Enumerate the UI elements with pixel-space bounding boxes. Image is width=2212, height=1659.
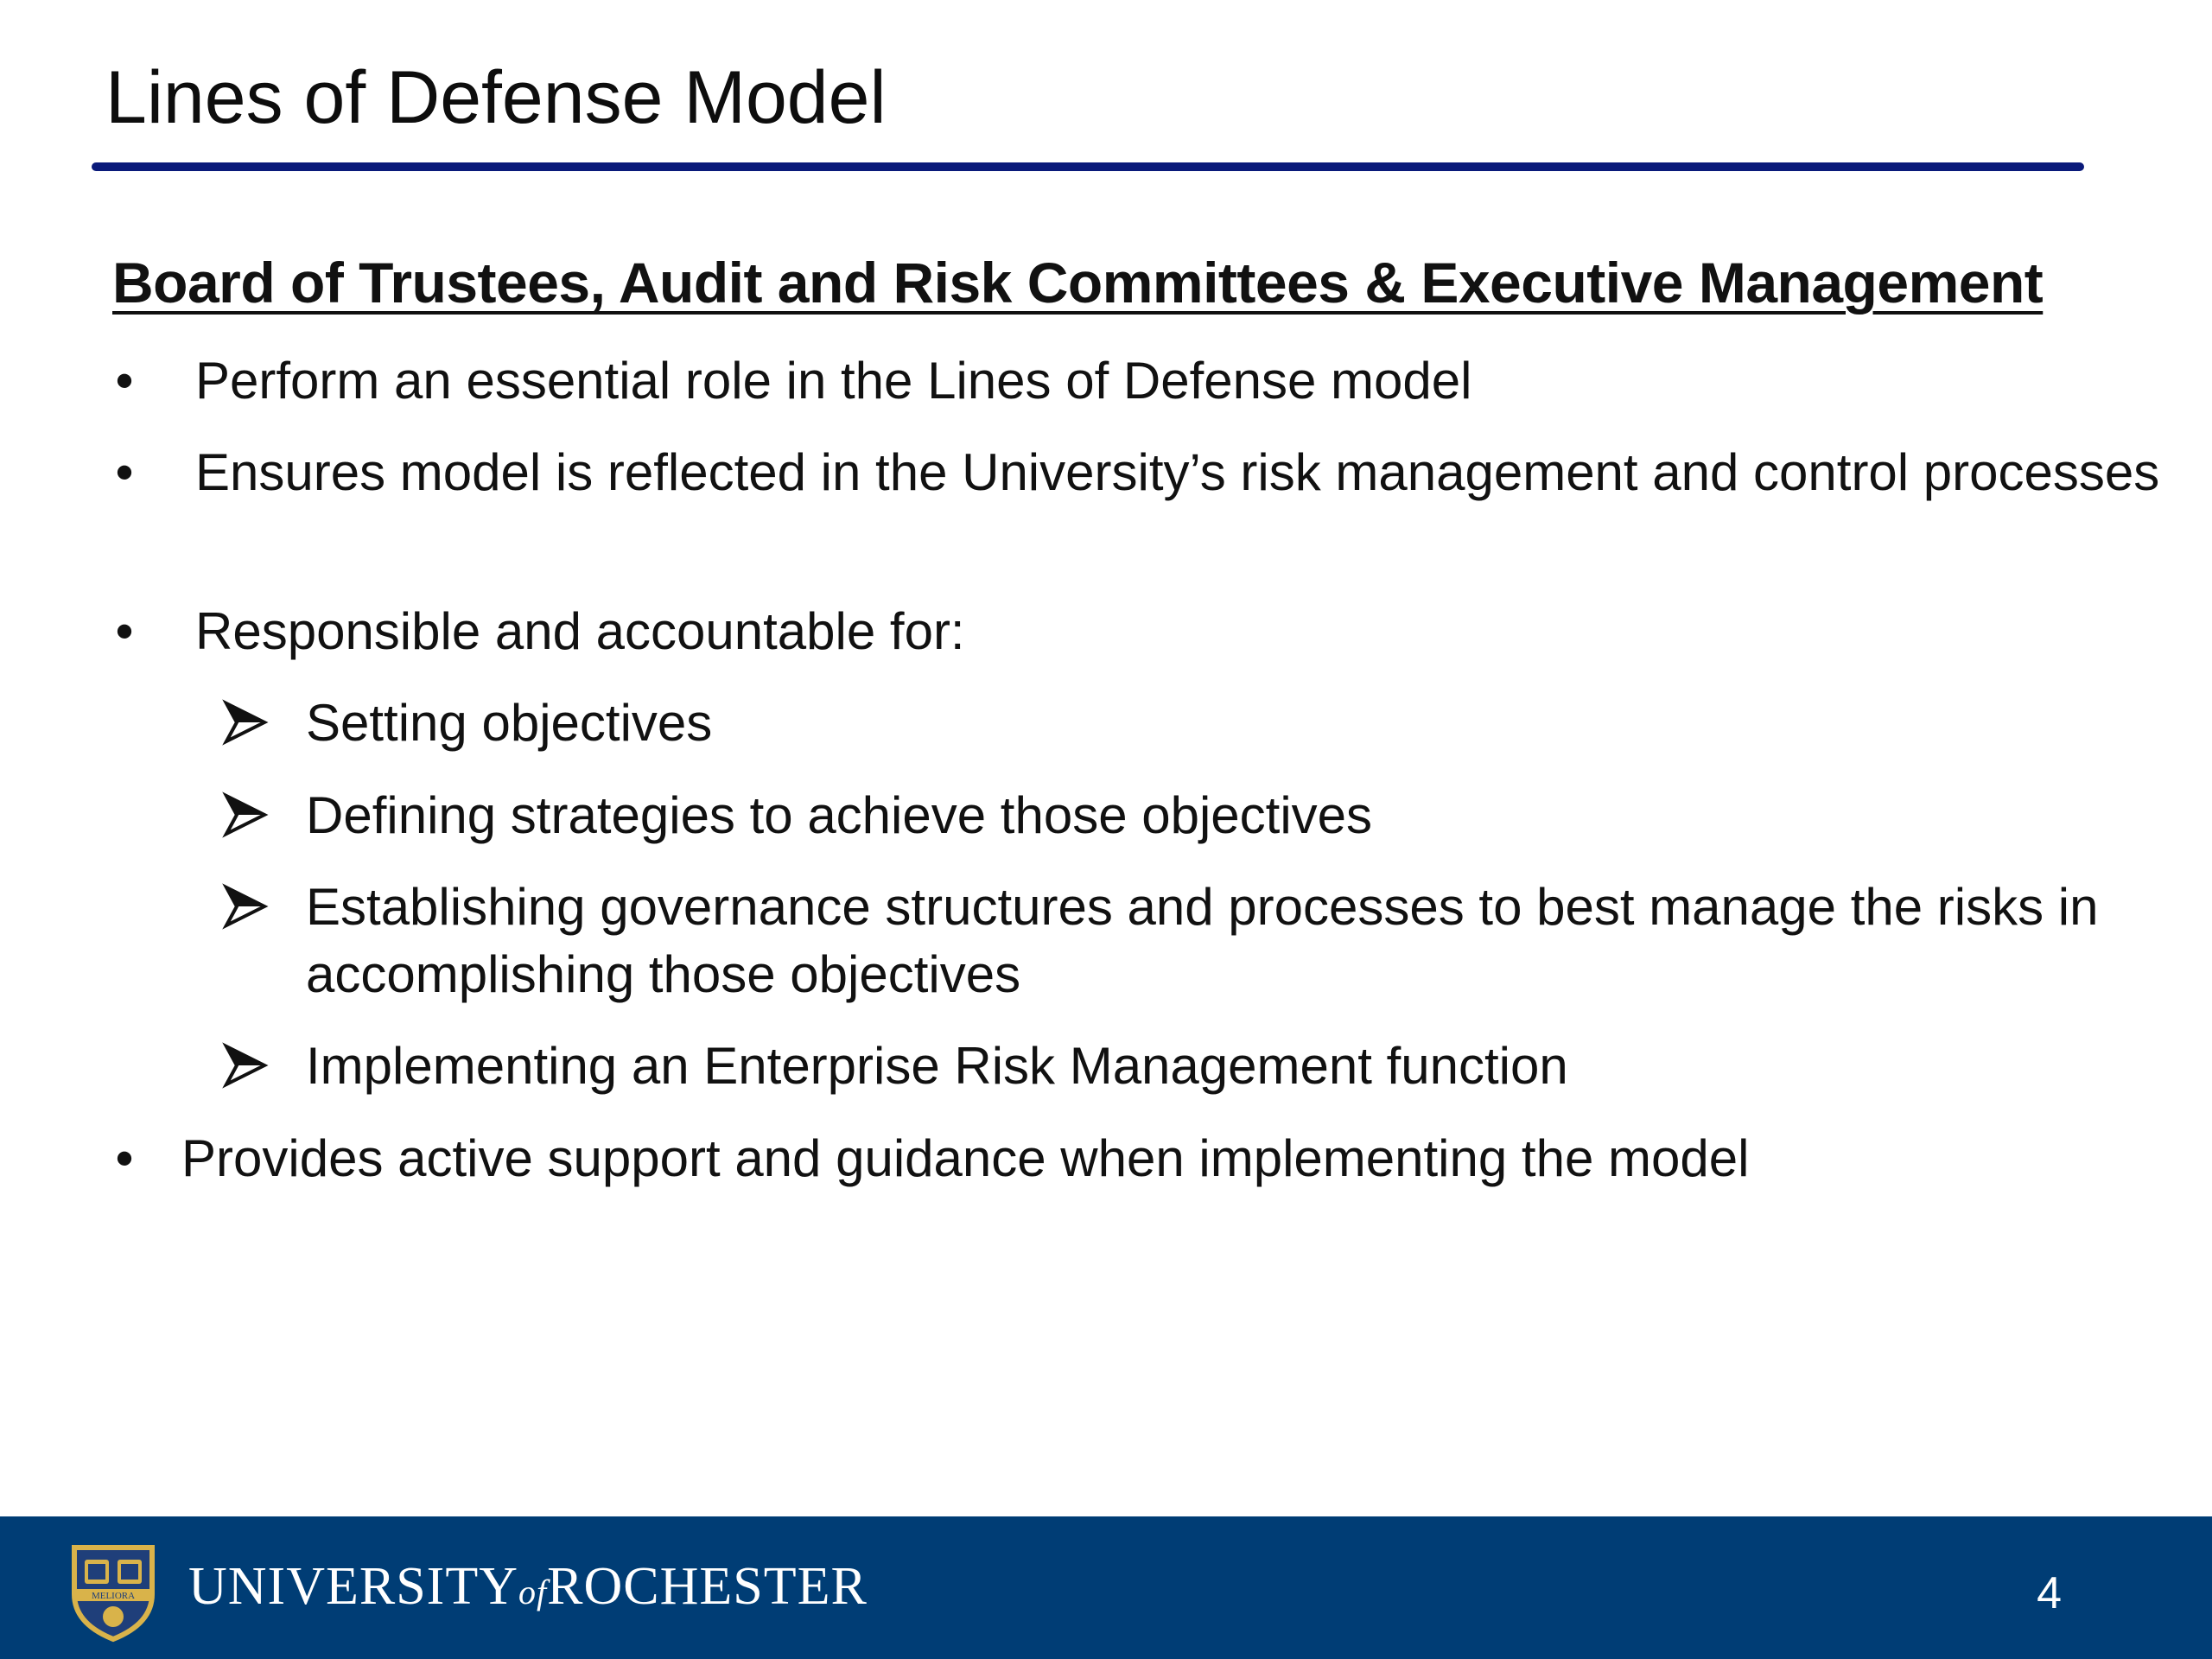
arrowhead-bullet-icon [221,1041,270,1090]
bullet-dot-icon: • [115,602,134,660]
bullet-text: Responsible and accountable for: [195,602,965,660]
footer-bar [0,1516,2212,1659]
sub-bullet-text: Defining strategies to achieve those objectives [306,786,1373,844]
arrowhead-bullet-icon [221,882,270,931]
page-number: 4 [2037,1568,2062,1618]
sub-bullet-text: Establishing governance structures and processes to best manage the risks in accomplishing those objectives [306,878,2099,1003]
bullet-text: Ensures model is reflected in the University’s risk management and control processes [195,443,2160,501]
arrowhead-bullet-icon [221,791,270,839]
sub-bullet-text: Implementing an Enterprise Risk Management function [306,1037,1568,1095]
title-rule [92,162,2084,171]
bullet-dot-icon: • [115,352,134,410]
wordmark-left: UNIVERSITY [188,1557,518,1616]
bullet-text: Perform an essential role in the Lines of Defense model [195,352,1472,410]
university-wordmark [188,1554,868,1618]
bullet-dot-icon: • [115,1129,134,1187]
slide-title: Lines of Defense Model [105,56,887,139]
university-seal-icon [62,1541,164,1643]
wordmark-right: ROCHESTER [547,1557,868,1616]
logo-motto: MELIORA [91,1591,136,1601]
bullet-text: Provides active support and guidance when implementing the model [181,1129,1750,1187]
wordmark-of: of [518,1573,548,1611]
arrowhead-bullet-icon [221,698,270,747]
section-heading: Board of Trustees, Audit and Risk Committees & Executive Management [112,251,2044,315]
sub-bullet-text: Setting objectives [306,694,713,752]
bullet-dot-icon: • [115,443,134,501]
